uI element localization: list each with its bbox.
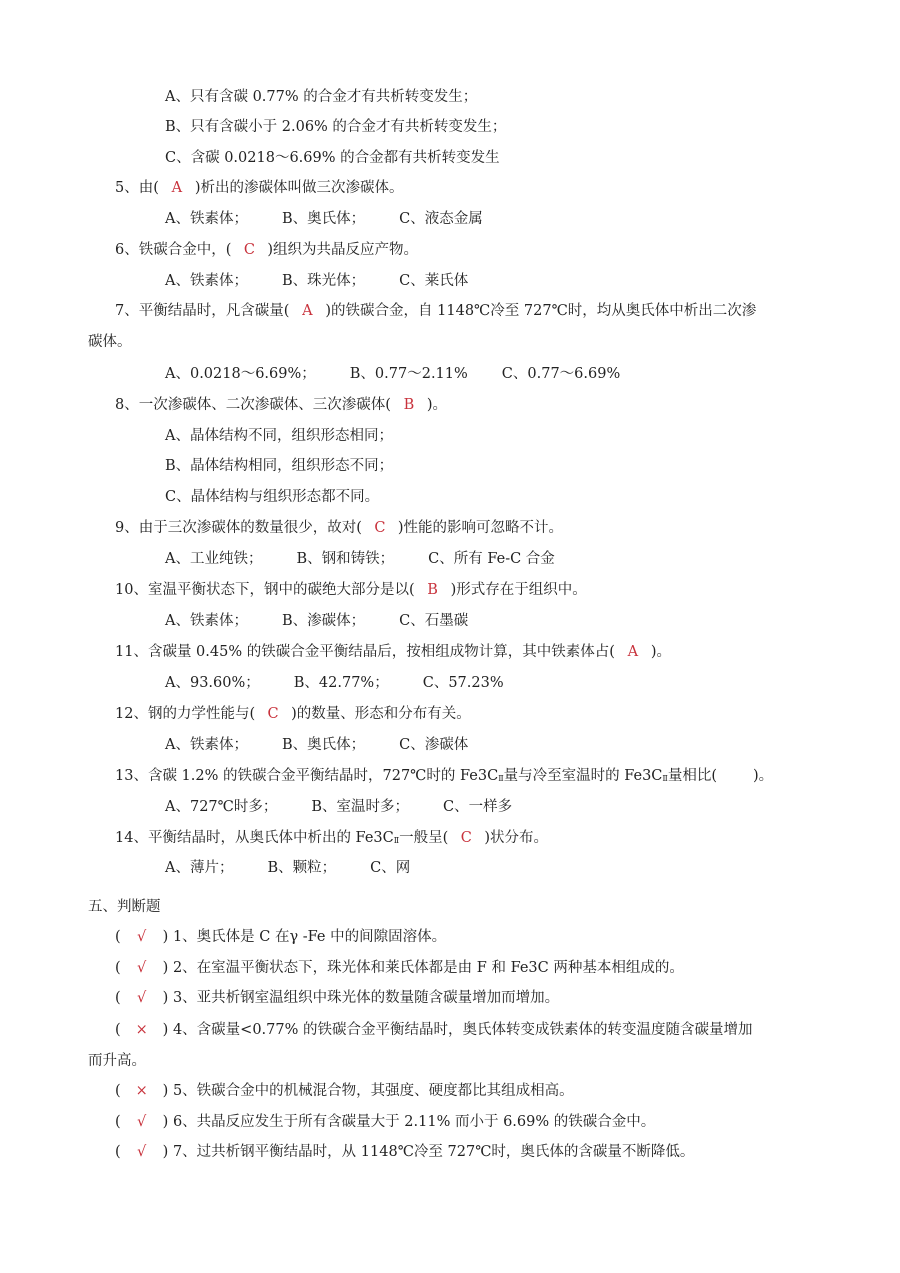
text-segment: )状分布。: [484, 830, 549, 846]
open-paren: (: [115, 1022, 121, 1038]
question-line: [115, 704, 471, 724]
judgment-line: [115, 958, 684, 978]
answer-blank[interactable]: C: [374, 520, 386, 536]
answer-option: B、奥氏体；: [281, 211, 366, 227]
answer-option: A、铁素体；: [165, 211, 248, 227]
answer-blank[interactable]: C: [243, 242, 255, 258]
section-line: [88, 897, 161, 917]
text-segment: 14、平衡结晶时，从奥氏体中析出的 Fe3C: [115, 830, 394, 846]
text-segment: )形式存在于组织中。: [450, 582, 587, 598]
question-line: [115, 395, 447, 415]
judgment-line: [115, 1112, 655, 1132]
open-paren: (: [115, 960, 121, 976]
text-segment: 6、共晶反应发生于所有含碳量大于 2.11% 而小于 6.69% 的铁碳合金中。: [172, 1114, 656, 1130]
text-segment: )的数量、形态和分布有关。: [291, 706, 471, 722]
answer-option: A、0.0218～6.69%；: [165, 366, 316, 382]
answer-option: C、石墨碳: [399, 613, 469, 629]
answer-blank[interactable]: C: [460, 830, 472, 846]
question-line: [115, 518, 563, 538]
text-segment: B、晶体结构相同，组织形态不同；: [165, 458, 394, 474]
text-segment: )的铁碳合金，自 1148℃冷至 727℃时，均从奥氏体中析出二次渗: [325, 303, 757, 319]
answer-option: B、室温时多；: [311, 799, 410, 815]
answer-option: C、所有 Fe-C 合金: [428, 551, 555, 567]
question-line: [115, 642, 671, 662]
text-segment: )性能的影响可忽略不计。: [397, 520, 564, 536]
text-segment: 3、亚共析钢室温组织中珠光体的数量随含碳量增加而增加。: [172, 990, 560, 1006]
text-segment: 10、室温平衡状态下，钢中的碳绝大部分是以(: [115, 582, 415, 598]
answer-blank[interactable]: A: [627, 644, 639, 660]
text-segment: 7、过共析钢平衡结晶时，从 1148℃冷至 727℃时，奥氏体的含碳量不断降低。: [172, 1144, 695, 1160]
continuation-line: [88, 332, 132, 352]
text-segment: 7、平衡结晶时，凡含碳量(: [115, 303, 290, 319]
text-segment: 9、由于三次渗碳体的数量很少，故对(: [115, 520, 362, 536]
check-mark-icon: √: [137, 960, 147, 976]
option-line: [165, 797, 546, 817]
answer-option: C、57.23%: [422, 675, 504, 691]
option-line: [165, 271, 502, 291]
text-segment: 1、奥氏体是 C 在γ -Fe 中的间隙固溶体。: [172, 929, 447, 945]
close-paren: ): [162, 1022, 169, 1038]
continuation-line: [88, 1051, 146, 1071]
text-segment: 量相比(: [667, 768, 718, 784]
text-segment: )。: [753, 768, 774, 784]
close-paren: ): [162, 929, 169, 945]
text-segment: )。: [650, 644, 672, 660]
subscript: Ⅱ: [498, 774, 504, 783]
answer-option: A、铁素体；: [165, 273, 248, 289]
answer-option: A、铁素体；: [165, 737, 248, 753]
answer-option: C、渗碳体: [399, 737, 469, 753]
option-line: [165, 426, 393, 446]
cross-mark-icon: ×: [135, 1083, 148, 1099]
open-paren: (: [115, 1083, 121, 1099]
text-segment: 五、判断题: [88, 899, 161, 915]
text-segment: 量与冷至室温时的 Fe3C: [503, 768, 663, 784]
judgment-line: [115, 1020, 753, 1040]
answer-option: B、钢和铸铁；: [296, 551, 395, 567]
subscript: Ⅱ: [662, 774, 668, 783]
option-line: [165, 858, 444, 878]
close-paren: ): [162, 1083, 169, 1099]
text-segment: 碳体。: [88, 334, 132, 350]
check-mark-icon: √: [137, 990, 147, 1006]
text-segment: 2、在室温平衡状态下，珠光体和莱氏体都是由 F 和 Fe3C 两种基本相组成的。: [172, 960, 684, 976]
question-line: [115, 240, 418, 260]
close-paren: ): [162, 1114, 169, 1130]
answer-option: B、渗碳体；: [281, 613, 366, 629]
question-line: [115, 766, 773, 789]
check-mark-icon: √: [137, 1114, 147, 1130]
answer-blank[interactable]: B: [403, 397, 415, 413]
text-segment: )组织为共晶反应产物。: [267, 242, 419, 258]
answer-option: A、铁素体；: [165, 613, 248, 629]
answer-option: A、薄片；: [165, 860, 234, 876]
cross-mark-icon: ×: [135, 1022, 148, 1038]
question-line: [115, 178, 404, 198]
option-line: [165, 209, 517, 229]
open-paren: (: [115, 1144, 121, 1160]
check-mark-icon: √: [137, 1144, 147, 1160]
answer-option: B、42.77%；: [293, 675, 389, 691]
text-segment: 5、铁碳合金中的机械混合物，其强度、硬度都比其组成相高。: [172, 1083, 574, 1099]
text-segment: )。: [426, 397, 448, 413]
answer-option: B、0.77～2.11%: [349, 366, 468, 382]
open-paren: (: [115, 929, 121, 945]
option-line: [165, 487, 379, 507]
option-line: [165, 456, 393, 476]
text-segment: A、晶体结构不同，组织形态相同；: [165, 428, 393, 444]
question-line: [115, 580, 587, 600]
answer-option: C、莱氏体: [399, 273, 469, 289]
text-segment: 11、含碳量 0.45% 的铁碳合金平衡结晶后，按相组成物计算，其中铁素体占(: [115, 644, 615, 660]
option-line: [165, 673, 538, 693]
answer-option: C、网: [370, 860, 411, 876]
option-line: [165, 549, 589, 569]
answer-blank[interactable]: A: [171, 180, 183, 196]
text-segment: 而升高。: [88, 1053, 146, 1069]
judgment-line: [115, 988, 559, 1008]
judgment-line: [115, 1081, 574, 1101]
text-segment: )析出的渗碳体叫做三次渗碳体。: [194, 180, 404, 196]
text-segment: C、含碳 0.0218～6.69% 的合金都有共析转变发生: [165, 150, 500, 166]
open-paren: (: [115, 990, 121, 1006]
answer-option: B、奥氏体；: [281, 737, 366, 753]
answer-option: C、一样多: [443, 799, 513, 815]
close-paren: ): [162, 1144, 169, 1160]
subscript: Ⅱ: [393, 836, 400, 845]
text-segment: 6、铁碳合金中，(: [115, 242, 232, 258]
text-segment: 一般呈(: [399, 830, 449, 846]
judgment-line: [115, 927, 446, 947]
answer-option: C、0.77～6.69%: [501, 366, 621, 382]
question-line: [115, 301, 756, 321]
answer-blank[interactable]: B: [427, 582, 438, 598]
answer-option: A、工业纯铁；: [165, 551, 263, 567]
answer-option: A、727℃时多；: [165, 799, 278, 815]
answer-option: B、珠光体；: [281, 273, 366, 289]
text-segment: 13、含碳 1.2% 的铁碳合金平衡结晶时，727℃时的 Fe3C: [115, 768, 499, 784]
close-paren: ): [162, 990, 169, 1006]
option-line: [165, 117, 506, 137]
answer-option: C、液态金属: [399, 211, 483, 227]
option-line: [165, 148, 500, 168]
answer-blank[interactable]: C: [267, 706, 279, 722]
text-segment: A、只有含碳 0.77% 的合金才有共析转变发生；: [165, 89, 478, 105]
answer-option: A、93.60%；: [165, 675, 260, 691]
text-segment: 5、由(: [115, 180, 159, 196]
question-line: [115, 828, 548, 851]
option-line: [165, 364, 654, 384]
check-mark-icon: √: [137, 929, 147, 945]
judgment-line: [115, 1142, 694, 1162]
open-paren: (: [115, 1114, 121, 1130]
close-paren: ): [162, 960, 169, 976]
option-line: [165, 735, 502, 755]
text-segment: C、晶体结构与组织形态都不同。: [165, 489, 380, 505]
option-line: [165, 611, 502, 631]
text-segment: 12、钢的力学性能与(: [115, 706, 256, 722]
option-line: [165, 87, 477, 107]
text-segment: 8、一次渗碳体、二次渗碳体、三次渗碳体(: [115, 397, 391, 413]
answer-option: B、颗粒；: [267, 860, 337, 876]
text-segment: B、只有含碳小于 2.06% 的合金才有共析转变发生；: [165, 119, 507, 135]
text-segment: 4、含碳量<0.77% 的铁碳合金平衡结晶时，奥氏体转变成铁素体的转变温度随含碳量增加: [172, 1022, 753, 1038]
answer-blank[interactable]: A: [302, 303, 313, 319]
